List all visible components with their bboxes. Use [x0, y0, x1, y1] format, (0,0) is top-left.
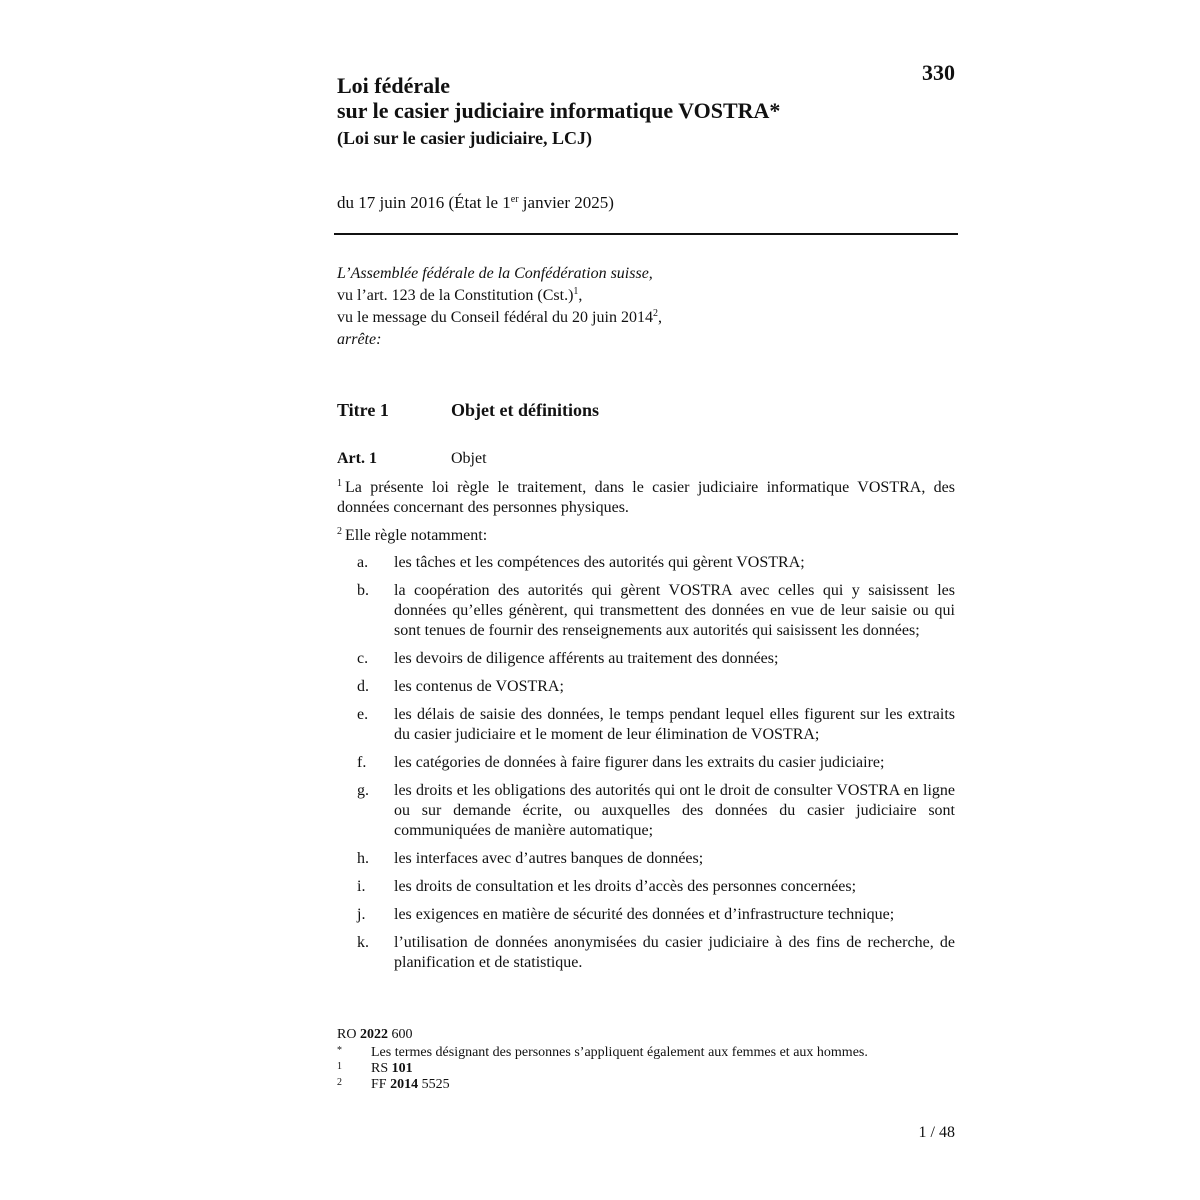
article-name: Objet [451, 450, 487, 467]
alinea-2-number: 2 [337, 526, 342, 537]
law-title [337, 73, 897, 153]
footnote-2: 2 FF 2014 5525 [337, 1077, 450, 1092]
titre-number: Titre 1 [337, 400, 389, 420]
article-list [337, 553, 955, 981]
list-item: g. les droits et les obligations des autorités qui ont le droit de consulter VOSTRA en ligne ou sur demande écrite, ou auxquelles des données du casier judiciaire sont communiquées de manière automatique; [357, 782, 955, 839]
title-line-2: sur le casier judiciaire informatique VOSTRA* [337, 98, 781, 123]
list-item: a. les tâches et les compétences des autorités qui gèrent VOSTRA; [357, 554, 805, 571]
list-item: b. la coopération des autorités qui gèrent VOSTRA avec celles qui y saisissent les données qu’elles génèrent, qui transmettent des données en vue de leur saisie ou qui sont tenues de fournir des renseignements aux autorités qui saisissent les données; [357, 582, 955, 639]
footnote-1: 1 RS 101 [337, 1061, 413, 1076]
titre-heading [337, 398, 957, 422]
list-item: k. l’utilisation de données anonymisées du casier judiciaire à des fins de recherche, de planification et de statistique. [357, 934, 955, 971]
titre-name: Objet et définitions [451, 400, 599, 420]
preamble-message: vu le message du Conseil fédéral du 20 juin 2014$^2$, [337, 308, 662, 326]
alinea-2-text: Elle règle notamment: [345, 527, 488, 544]
list-item: h. les interfaces avec d’autres banques de données; [357, 850, 704, 867]
page-number: 1 / 48 [918, 1124, 955, 1141]
ro-reference: RO 2022 600 [337, 1027, 413, 1042]
rs-number: 330 [922, 60, 955, 85]
article-number: Art. 1 [337, 450, 377, 467]
list-item: f. les catégories de données à faire figurer dans les extraits du casier judiciaire; [357, 754, 885, 771]
list-item: e. les délais de saisie des données, le temps pendant lequel elles figurent sur les extraits du casier judiciaire et le moment de leur élimination de VOSTRA; [357, 706, 955, 743]
footnote-ref-2[interactable]: 2 [652, 308, 658, 319]
date-suffix: janvier 2025) [518, 193, 614, 212]
header-rule [334, 233, 958, 235]
preamble [337, 263, 957, 351]
short-title: (Loi sur le casier judiciaire, LCJ) [337, 128, 592, 148]
list-item: i. les droits de consultation et les droits d’accès des personnes concernées; [357, 878, 857, 895]
title-line-1: Loi fédérale [337, 73, 451, 98]
list-item: c. les devoirs de diligence afférents au traitement des données; [357, 650, 779, 667]
alinea-1-number: 1 [337, 478, 342, 489]
footnote-ref-1[interactable]: 1 [573, 286, 579, 297]
article-heading [337, 448, 957, 470]
date-sup: er [510, 194, 519, 205]
list-item: j. les exigences en matière de sécurité des données et d’infrastructure technique; [357, 906, 895, 923]
preamble-constitution: vu l’art. 123 de la Constitution (Cst.)$^1$, [337, 286, 583, 304]
footnote-star: * Les termes désignant des personnes s’appliquent également aux femmes et aux hommes. [337, 1045, 868, 1060]
list-item: d. les contenus de VOSTRA; [357, 678, 564, 695]
date-line [337, 192, 614, 214]
alinea-1-text: La présente loi règle le traitement, dans le casier judiciaire informatique VOSTRA, des données concernant des personnes physiques. [337, 479, 955, 516]
alinea-2 [337, 526, 955, 546]
footnotes [337, 1027, 957, 1093]
preamble-authority: L’Assemblée fédérale de la Confédération suisse, [337, 265, 653, 282]
preamble-decree: arrête: [337, 331, 382, 348]
date-prefix: du 17 juin 2016 (État le 1 [337, 193, 511, 212]
alinea-1 [337, 478, 955, 518]
